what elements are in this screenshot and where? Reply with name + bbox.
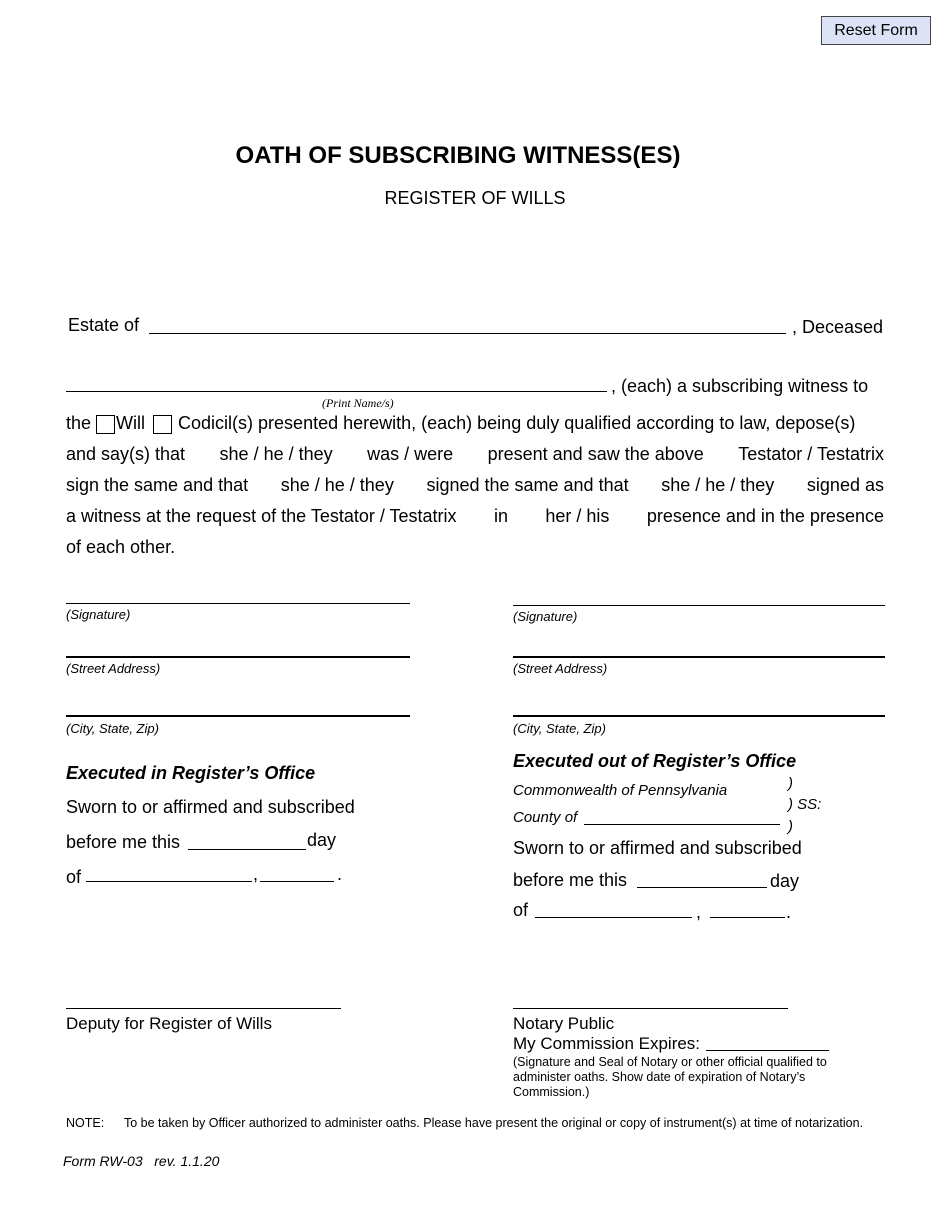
county-field[interactable] [584,824,780,825]
right-of-label: of [513,900,529,920]
notary-note-line: administer oaths. Show date of expiration of Notary’s [513,1070,806,1084]
note-label: NOTE: [66,1116,105,1130]
para-text: signed the same and that [426,475,629,495]
executed-in-heading: Executed in Register’s Office [66,763,316,783]
form-id: Form RW-03 rev. 1.1.20 [63,1153,220,1169]
right-city-caption: (City, State, Zip) [513,721,606,736]
para-line-3 [66,470,884,501]
notary-label: Notary Public [513,1014,615,1033]
will-checkbox[interactable] [96,415,115,434]
para-line-4 [66,501,884,532]
left-year-field[interactable] [260,881,334,882]
right-signature-caption: (Signature) [513,609,578,624]
right-year-field[interactable] [710,917,785,918]
para-text: sign the same and that [66,475,249,495]
left-month-field[interactable] [86,881,252,882]
right-signature-field[interactable] [513,605,885,606]
codicil-text: Codicil(s) presented herewith, (each) being duly qualified according to law, depose(s) [178,413,856,433]
para-text: of each other. [66,537,176,557]
left-before-text: before me this [66,832,181,852]
para-text: Testator / Testatrix [738,444,884,464]
left-city-caption: (City, State, Zip) [66,721,159,736]
notary-note-line: Commission.) [513,1085,590,1099]
left-city-field[interactable] [66,715,410,717]
subscribing-witness-text: , (each) a subscribing witness to [611,376,869,396]
para-text: and say(s) that [66,444,186,464]
para-text: she / he / they [661,475,775,495]
right-day-label: day [770,871,800,891]
form-title: OATH OF SUBSCRIBING WITNESS(ES) [235,142,681,169]
left-signature-caption: (Signature) [66,607,131,622]
commission-label: My Commission Expires: [513,1034,701,1053]
estate-name-field[interactable] [149,333,786,334]
left-sworn-text: Sworn to or affirmed and subscribed [66,797,355,817]
ss-paren-1: ) [788,775,793,792]
notary-note [513,1055,827,1100]
left-signature-field[interactable] [66,603,410,604]
codicil-checkbox[interactable] [153,415,172,434]
ss-label: ) SS: [788,796,822,813]
form-subtitle: REGISTER OF WILLS [384,188,566,208]
para-text: was / were [367,444,454,464]
deceased-label: , Deceased [792,317,884,337]
right-street-field[interactable] [513,656,885,658]
left-day-label: day [307,830,337,850]
left-period: . [337,864,343,884]
right-city-field[interactable] [513,715,885,717]
para-line-2 [66,439,884,470]
executed-out-heading: Executed out of Register’s Office [513,751,797,771]
right-sworn-text: Sworn to or affirmed and subscribed [513,838,802,858]
left-comma: , [253,864,259,884]
commonwealth-text: Commonwealth of Pennsylvania [513,782,728,799]
left-day-field[interactable] [188,849,306,850]
witness-names-field[interactable] [66,391,607,392]
estate-label: Estate of [68,315,140,335]
commission-expires-field[interactable] [706,1050,829,1051]
right-period: . [786,902,792,922]
reset-form-button[interactable]: Reset Form [821,16,931,45]
note-text: To be taken by Officer authorized to administer oaths. Please have present the original or copy of instrument(s) at time of notarization. [124,1116,864,1130]
left-street-caption: (Street Address) [66,661,161,676]
para-the: the [66,413,92,433]
deputy-signature-field[interactable] [66,1008,341,1009]
para-text: her / his [545,506,610,526]
para-text: in [493,506,508,526]
county-label: County of [513,809,578,826]
para-line-5 [66,532,884,563]
right-before-text: before me this [513,870,628,890]
oath-paragraph [66,408,884,563]
will-label: Will [116,413,146,433]
ss-paren-3: ) [788,818,793,835]
right-street-caption: (Street Address) [513,661,608,676]
notary-note-line: (Signature and Seal of Notary or other official qualified to [513,1055,827,1069]
right-comma: , [696,902,702,922]
para-text: presence and in the presence [646,506,884,526]
right-month-field[interactable] [535,917,692,918]
print-name-caption: (Print Name/s) [322,396,394,410]
para-text: present and saw the above [487,444,704,464]
left-street-field[interactable] [66,656,410,658]
para-text: a witness at the request of the Testator / Testatrix [66,506,457,526]
deputy-label: Deputy for Register of Wills [66,1014,272,1033]
right-day-field[interactable] [637,887,767,888]
left-of-label: of [66,867,82,887]
para-text: she / he / they [280,475,394,495]
para-text: signed as [806,475,884,495]
para-text: she / he / they [219,444,333,464]
notary-signature-field[interactable] [513,1008,788,1009]
